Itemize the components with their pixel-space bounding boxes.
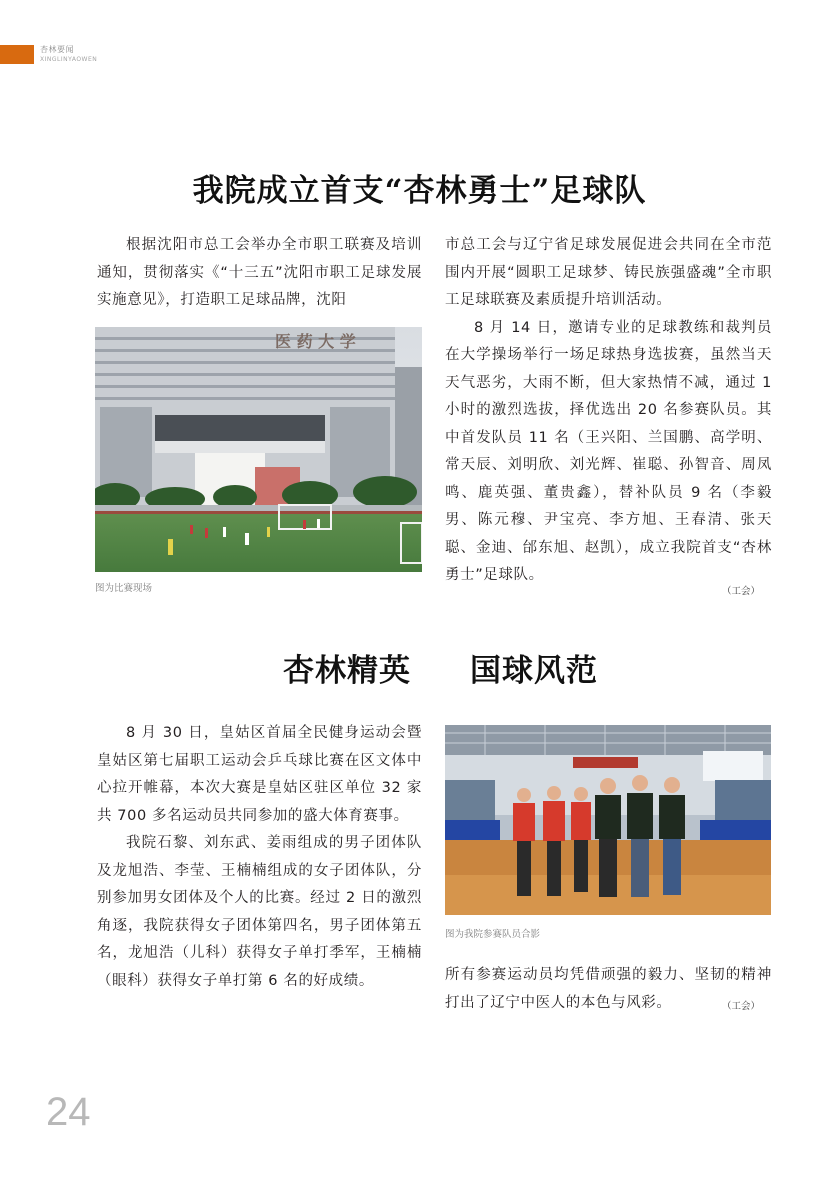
article2-left-column [97, 720, 422, 995]
article2-credit: （工会） [722, 1001, 761, 1012]
article1-credit: （工会） [722, 586, 761, 597]
section-label: 杏林要闻 [40, 45, 74, 54]
article1-right-paragraph-1: 市总工会与辽宁省足球发展促进会共同在全市范围内开展“圆职工足球梦、铸民族强盛魂”全市职工足球联赛及素质提升培训活动。 [445, 237, 772, 308]
article1-left-column [97, 232, 422, 315]
article1-left-paragraph: 根据沈阳市总工会举办全市职工联赛及培训通知，贯彻落实《“十三五”沈阳市职工足球发展实施意见》，打造职工足球品牌，沈阳 [97, 237, 422, 308]
table-tennis-team-photo [445, 725, 771, 915]
article2-left-paragraph-1: 8 月 30 日，皇姑区首届全民健身运动会暨皇姑区第七届职工运动会乒乓球比赛在区文体中心拉开帷幕，本次大赛是皇姑区驻区单位 32 家共 700 多名运动员共同参加的盛大体育赛事。 [97, 725, 422, 824]
article2-right-paragraph: 所有参赛运动员均凭借顽强的毅力、坚韧的精神打出了辽宁中医人的本色与风彩。 [445, 967, 772, 1011]
article1-right-column [445, 232, 772, 590]
team-photo-caption: 图为我院参赛队员合影 [445, 929, 541, 940]
article2-left-paragraph-2: 我院石黎、刘东武、姜雨组成的男子团体队及龙旭浩、李莹、王楠楠组成的女子团体队，分别参加男女团体及个人的比赛。经过 2 日的激烈角逐，我院获得女子团体第四名，男子团体第五名，龙旭浩（儿科）获得女子单打季军，王楠楠（眼科）获得女子单打第 6 名的好成绩。 [97, 835, 422, 989]
article2-title: 杏林精英 国球风范 [283, 653, 598, 689]
building-sign: 医 药 大 学 [275, 332, 356, 351]
article1-right-paragraph-2: 8 月 14 日，邀请专业的足球教练和裁判员在大学操场举行一场足球热身选拔赛，虽然当天天气恶劣，大雨不断，但大家热情不减，通过 1 小时的激烈选拔，择优选出 20 名参赛队员。其中首发队员 11 名（王兴阳、兰国鹏、高学明、常天辰、刘明欣、刘光辉、崔聪、孙智音、周凤鸣、鹿英强、董贵鑫），替补队员 9 名（李毅男、陈元穆、尹宝亮、李方旭、王春清、张天聪、金迪、邰东旭、赵凯），成立我院首支“杏林勇士”足球队。 [445, 319, 772, 583]
football-photo-caption: 图为比赛现场 [95, 583, 153, 594]
section-label-pinyin: XINGLINYAOWEN [40, 56, 98, 63]
article1-title: 我院成立首支“杏林勇士”足球队 [192, 173, 647, 209]
football-match-photo [95, 327, 422, 572]
section-color-tab [0, 45, 34, 64]
page-number: 24 [46, 1090, 91, 1134]
